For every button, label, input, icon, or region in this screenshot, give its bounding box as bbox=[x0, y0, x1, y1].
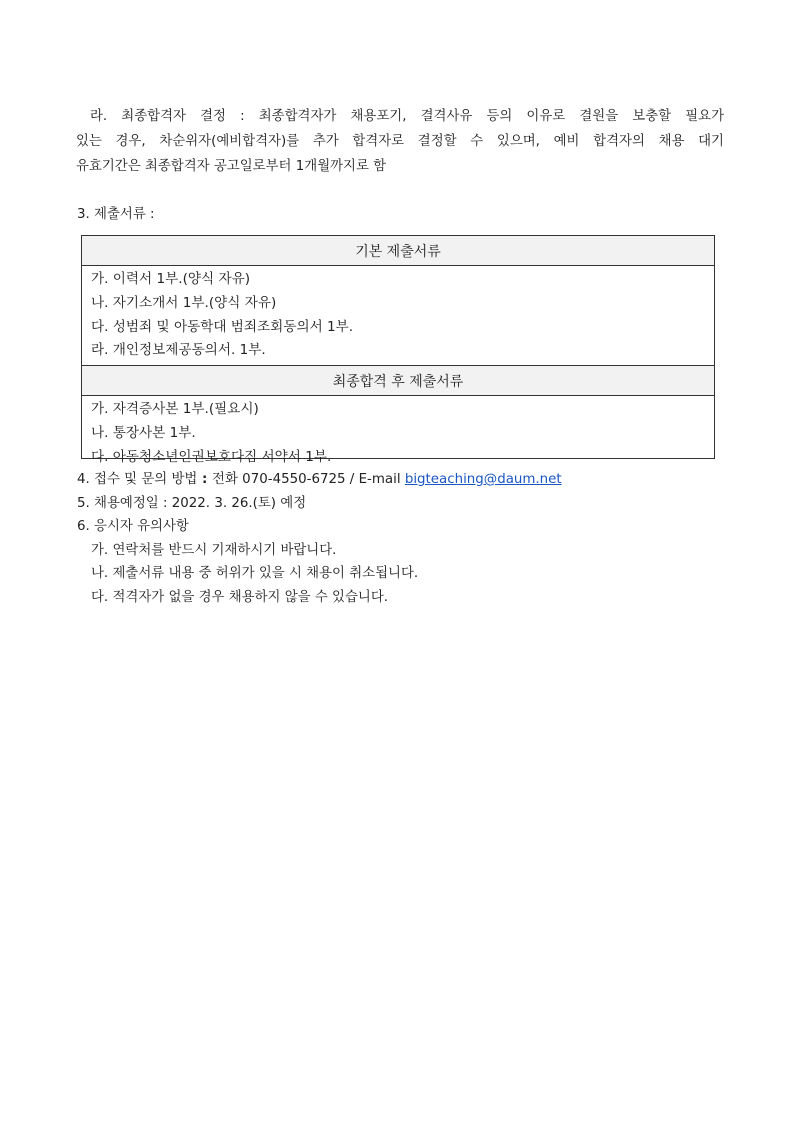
final-selection-paragraph bbox=[76, 104, 724, 179]
list-item: 나. 자기소개서 1부.(양식 자유) bbox=[91, 294, 277, 311]
section-3-title: 3. 제출서류 : bbox=[77, 207, 155, 222]
email-link[interactable]: bigteaching@daum.net bbox=[404, 472, 562, 487]
contact-label: 4. 접수 및 문의 방법 bbox=[77, 472, 198, 487]
notice-list bbox=[77, 468, 562, 610]
list-item: 가. 자격증사본 1부.(필요시) bbox=[91, 401, 259, 418]
paragraph-line-2: 있는 경우, 차순위자(예비합격자)를 추가 합격자로 결정할 수 있으며, 예비 합격자의 채용 대기 bbox=[76, 134, 724, 149]
list-item: 나. 통장사본 1부. bbox=[91, 424, 196, 441]
final-documents-header: 최종합격 후 제출서류 bbox=[82, 365, 714, 396]
hiring-date-line: 5. 채용예정일 : 2022. 3. 26.(토) 예정 bbox=[77, 495, 307, 511]
list-item: 다. 아동청소년인권보호다짐 서약서 1부. bbox=[91, 448, 332, 465]
final-documents-list bbox=[82, 396, 714, 471]
list-item: 가. 연락처를 반드시 기재하시기 바랍니다. bbox=[91, 542, 337, 558]
contact-colon: : bbox=[197, 472, 213, 487]
paragraph-line-1: 라. 최종합격자 결정 : 최종합격자가 채용포기, 결격사유 등의 이유로 결원을 보충할 필요가 bbox=[90, 109, 724, 124]
section-6-title: 6. 응시자 유의사항 bbox=[77, 519, 189, 535]
contact-line bbox=[77, 468, 562, 492]
contact-phone: 전화 070-4550-6725 / E-mail bbox=[212, 472, 405, 487]
list-item: 나. 제출서류 내용 중 허위가 있을 시 채용이 취소됩니다. bbox=[91, 566, 419, 582]
list-item: 가. 이력서 1부.(양식 자유) bbox=[91, 271, 251, 287]
basic-documents-header: 기본 제출서류 bbox=[82, 236, 714, 266]
documents-table bbox=[81, 235, 715, 465]
list-item: 다. 적격자가 없을 경우 채용하지 않을 수 있습니다. bbox=[91, 589, 389, 605]
basic-documents-list bbox=[82, 266, 714, 365]
list-item: 다. 성범죄 및 아동학대 범죄조회동의서 1부. bbox=[91, 318, 354, 335]
paragraph-line-3: 유효기간은 최종합격자 공고일로부터 1개월까지로 함 bbox=[76, 159, 387, 174]
list-item: 라. 개인정보제공동의서. 1부. bbox=[91, 342, 266, 359]
